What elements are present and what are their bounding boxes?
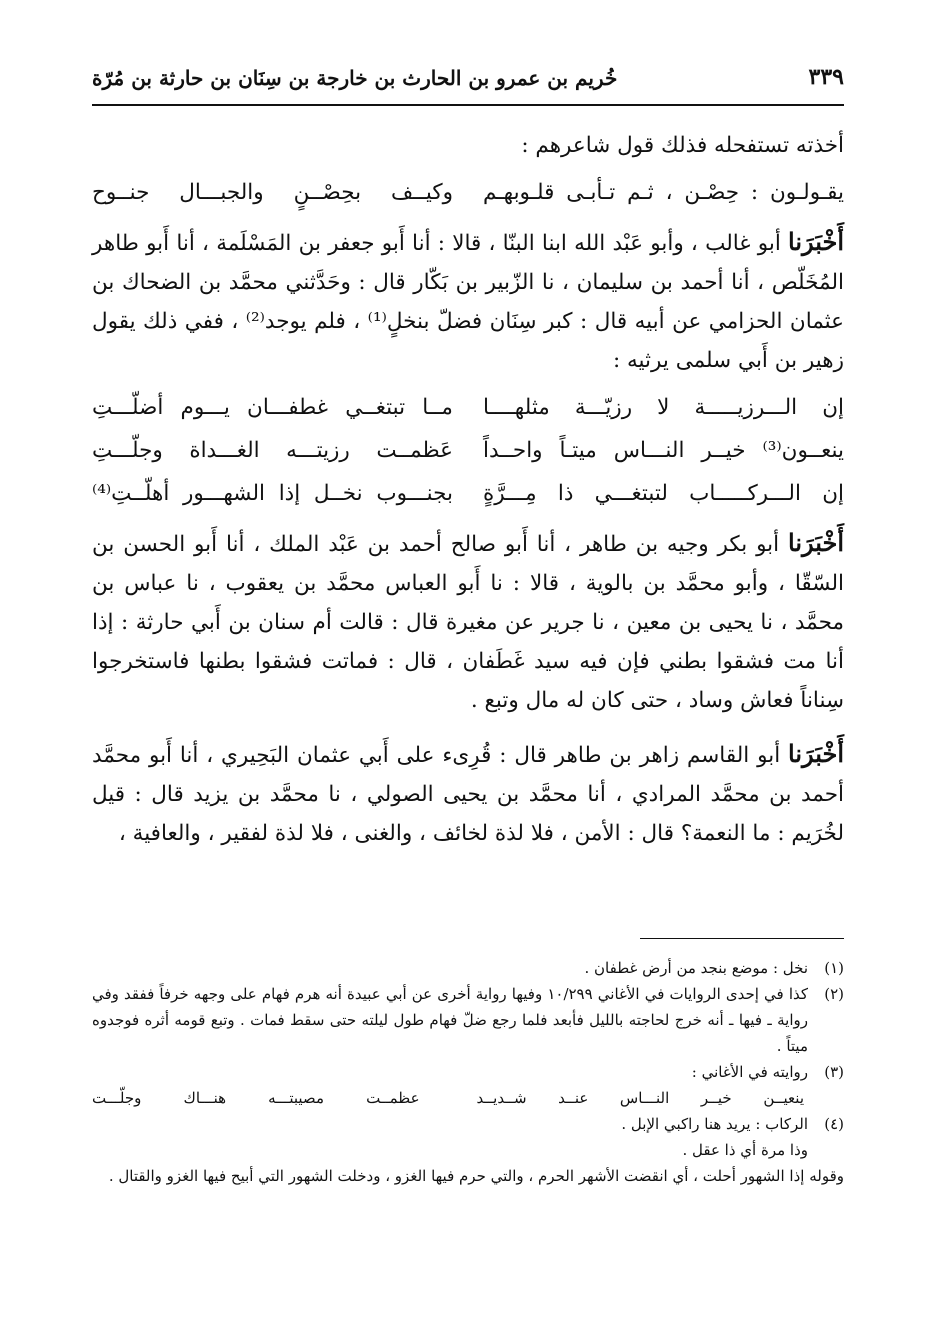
footnote-number: (٣): [824, 1063, 844, 1081]
footnote-rule: [640, 938, 844, 939]
footnote-text: كذا في إحدى الروايات في الأغاني ١٠/٢٩٩ وفيها رواية أخرى عن أبي عبيدة أنه هرم فهام على وجهه خرفاً ففقد وفي رواية ـ فيها ـ أنه خرج لحاجته بالليل فأبعد فلما رجع ضلّ فهام طول ليلته حتى سقط فمات . وتبع قومه أثره فوجدوه ميتاً .: [92, 985, 809, 1055]
paragraph-text: أبو غالب ، وأبو عَبْد الله ابنا البنّا ، قالا : أنا أَبو جعفر بن المَسْلَمة ، أنا أَبو طاهر المُخَلّص ، أنا أحمد بن سليمان ، نا الزّبير بن بَكّار قال : وحَدَّثني محمَّد بن الضحاك بن عثمان الحزامي عن أبيه قال : كبر سِنَان فضلّ بنخلٍ⁽¹⁾ ، فلم يوجد⁽²⁾ ، ففي ذلك يقول زهير بن أَبي سلمى يرثيه :: [92, 231, 845, 373]
footnote: [92, 1111, 844, 1137]
footnote-text: الركاب : يريد هنا راكبي الإبل .: [621, 1115, 808, 1133]
page-number: ٣٣٩: [808, 64, 844, 90]
paragraph-text: أبو القاسم زاهر بن طاهر قال : قُرِىء على أَبي عثمان البَحِيري ، أنا أَبو محمَّد أحمد بن محمَّد المرادي ، أنا محمَّد بن يحيى الصولي ، نا محمَّد بن يزيد قال : قيل لخُرَيم : ما النعمة؟ قال : الأمن ، فلا لذة لخائف ، والغنى ، فلا لذة لفقير ، والعافية ،: [92, 743, 844, 846]
footnote: [92, 981, 844, 1059]
verse-line: [92, 386, 844, 429]
footnote-number: (٢): [824, 985, 844, 1003]
paragraph: [92, 523, 844, 720]
verse-first-hemistich: إن الـــرزيـــــة لا رزيّـــة مثلهــــا: [483, 395, 844, 420]
footnote-continuation: وذا مرة أي ذا عقل .: [682, 1141, 808, 1159]
paragraph-text: أبو بكر وجيه بن طاهر ، أنا أَبو صالح أحمد بن عَبْد الملك ، أنا أَبو الحسن بن السّقّا ، وأبو محمَّد بن بالوية ، قالا : نا أَبو العباس محمَّد بن يعقوب ، نا عباس بن محمَّد ، نا يحيى بن معين ، نا جرير عن مغيرة قال : قالت أم سنان بن أَبي حارثة : إذا أنا مت فشقوا بطني فإن فيه سيد غَطَفان ، قال : فماتت فشقوا بطنها فاستخرجوا سِناناً فعاش وساد ، حتى كان له مال وتبع .: [92, 532, 844, 713]
verse-second-hemistich: وكيــف بحِصْــنٍ والجبـــال جنــوح: [92, 180, 453, 205]
verse-second-hemistich: عَظمــت رزيتـــه الغـــداة وجلّـــتِ: [92, 438, 453, 463]
verse-first-hemistich: إن الـــركـــــاب لتبتغـــي ذا مِـــرَّةٍ: [483, 481, 844, 506]
header-rule: [92, 104, 844, 106]
akhbarana-lead: أَخْبَرَنا: [788, 528, 844, 557]
akhbarana-lead: أَخْبَرَنا: [788, 227, 844, 256]
paragraph: [92, 222, 844, 380]
poem: [92, 386, 844, 515]
footnote-continuation: وقوله إذا الشهور أحلت ، أي انقضت الأشهر الحرم ، والتي حرم فيها الغزو ، ودخلت الشهور التي أبيح فيها الغزو والقتال .: [108, 1167, 844, 1185]
footnote-text: نخل : موضع بنجد من أرض غطفان .: [584, 959, 808, 977]
footnote-verse: [92, 1085, 844, 1111]
poem: [92, 171, 844, 214]
verse-line: [92, 472, 844, 515]
footnote-verse-first: ينعيــن خيــر النـــاس عنــد شــديــد: [476, 1089, 804, 1107]
paragraph: [92, 734, 844, 853]
verse-first-hemistich: ينعــون⁽³⁾ خيــر النـــاس ميتـاً واحــداً: [483, 438, 844, 463]
footnotes: [92, 955, 844, 1189]
akhbarana-lead: أَخْبَرَنا: [788, 739, 844, 768]
verse-first-hemistich: يقـولـون : حِصْـن ، ثـم تـأبـى قلـوبهـم: [483, 180, 844, 205]
footnote-verse-second: عظمــت مصيبتـــه هنـــاك وجلّـــت: [92, 1089, 420, 1107]
footnote-text: روايته في الأغاني :: [691, 1063, 808, 1081]
paragraph: أخذته تستفحله فذلك قول شاعرهم :: [521, 133, 844, 158]
running-head: خُريم بن عمرو بن الحارث بن خارجة بن سِنَان بن حارثة بن مُرّة: [92, 66, 618, 90]
footnote: [92, 1059, 844, 1085]
page-header: [92, 64, 844, 90]
verse-line: [92, 171, 844, 214]
footnote-number: (١): [824, 959, 844, 977]
footnote-number: (٤): [824, 1115, 844, 1133]
verse-line: [92, 429, 844, 472]
footnote: [92, 955, 844, 981]
main-text: [92, 126, 844, 853]
verse-second-hemistich: مــا تبتغــي غطفـــان يـــوم أضلّـــتِ: [92, 395, 453, 420]
verse-second-hemistich: بجنـــوب نخــل إذا الشهـــور أهلّــتِ⁽⁴⁾: [92, 481, 453, 506]
